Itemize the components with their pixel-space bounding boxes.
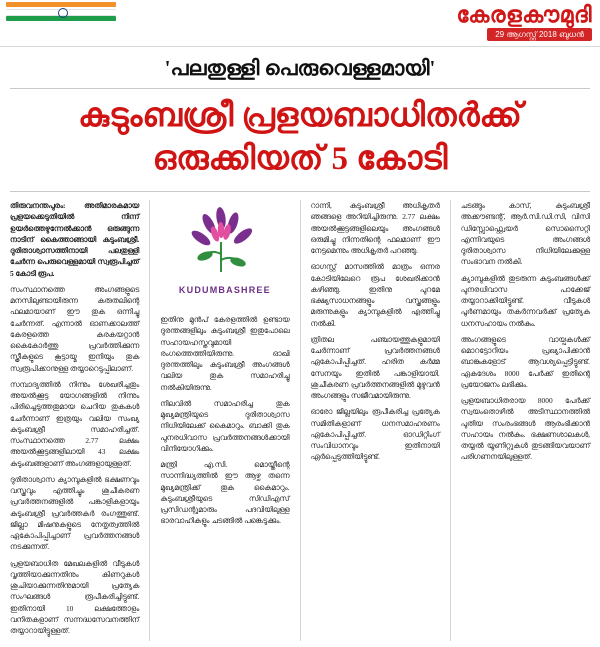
paragraph: നിലവിൽ സമാഹരിച്ച തുക മുഖ്യമന്ത്രിയുടെ ദുരിതാശ്വാസ നിധിയിലേക്ക് കൈമാറും. ബാക്കി തുക പുനരധിവാസ പ്രവർത്തനങ്ങൾക്കായി വിനിയോഗിക്കും. — [160, 398, 290, 453]
paragraph: സംസ്ഥാനത്തെ അംഗങ്ങളുടെ മനസിലുണ്ടായിരുന്ന കരുതലിന്റെ ഫലമായാണ് ഈ തുക ഒന്നിച്ചു ചേർന്നത്. എന്നാൽ ഓണക്കാലത്ത് കേരളത്തെ കരകയറ്റാൻ കൈകോർത്തു പ്രവർത്തിക്കുന്ന സ്ത്രീകളുടെ കൂട്ടായ്മ ഇനിയും തുക സ്വരൂപിക്കാനുള്ള തയ്യാറെടുപ്പിലാണ്. — [10, 284, 140, 373]
paragraph: മന്ത്രി എ.സി. മൊയ്തീന്റെ സാന്നിദ്ധ്യത്തിൽ ഈ ആഴ്ച തന്നെ മുഖ്യമന്ത്രിക്ക് തുക കൈമാറും. കുടുംബശ്രീയുടെ സിഡിഎസ് പ്രസിഡന്റുമാരും പദവിയിലുള്ള ഭാരവാഹികളും ചടങ്ങിൽ പങ്കെടുക്കും. — [160, 460, 290, 526]
paragraph: ഓഗസ്റ്റ് മാസത്തിൽ മാത്രം ഒന്നര കോടിയിലേറെ രൂപ ശേഖരിക്കാൻ കഴിഞ്ഞു. ഇതിനു പുറമേ ഭക്ഷ്യസാധനങ്ങളും വസ്ത്രങ്ങളും മരുന്നുകളും ക്യാമ്പുകളിൽ എത്തിച്ചു നൽകി. — [310, 262, 440, 328]
paragraph: പ്രളയബാധിതരായ 8000 പേർക്ക് സ്വയംതൊഴിൽ അടിസ്ഥാനത്തിൽ പുതിയ സംരംഭങ്ങൾ ആരംഭിക്കാൻ സഹായം നൽകും. ഭക്ഷണശാലകൾ, തയ്യൽ യൂണിറ്റുകൾ തുടങ്ങിയവയാണ് പരിഗണനയിലുള്ളത്. — [460, 396, 590, 462]
kudumbashree-logo — [160, 200, 289, 308]
main-headline — [0, 89, 600, 181]
paragraph: റാന്നി, കുടുംബശ്രീ അധികൃതർ ഞങ്ങളെ അറിയിച്ചിരുന്നു. 2.77 ലക്ഷം അയൽക്കൂട്ടങ്ങളിലെയും അംഗങ്ങൾ ഒരുമിച്ചു നിന്നതിന്റെ ഫലമാണ് ഈ നേട്ടമെന്നും അധികൃതർ പറഞ്ഞു. — [310, 201, 440, 256]
column-2 — [160, 200, 289, 641]
column-3 — [311, 200, 440, 641]
kudumbashree-flower-logo — [177, 204, 273, 284]
headline-line-2: ഒരുക്കിയത് 5 കോടി — [152, 141, 448, 178]
paragraph: സമ്പാദ്യത്തിൽ നിന്നും ശേഖരിച്ചതും അയൽക്കൂട്ട യോഗങ്ങളിൽ നിന്നും പിരിച്ചെടുത്തതുമായ ചെറിയ തുകകൾ ചേർന്നാണ് ഇത്രയും വലിയ സംഖ്യ കുടുംബശ്രീ സമാഹരിച്ചത്. സംസ്ഥാനത്തെ 2.77 ലക്ഷം അയൽക്കൂട്ടങ്ങളിലായി 43 ലക്ഷം കുടുംബങ്ങളാണ് അംഗങ്ങളായുള്ളത്. — [10, 379, 140, 468]
paragraph: ക്യാമ്പുകളിൽ തുടരുന്ന കുടുംബങ്ങൾക്ക് പുനരധിവാസ പാക്കേജ് തയ്യാറാക്കിയിട്ടുണ്ട്. വീടുകൾ പൂർണമായും തകർന്നവർക്ക് പ്രത്യേക ധനസഹായം നൽകും. — [460, 273, 590, 328]
paragraph: ഇതിനു മുൻപ് കേരളത്തിൽ ഉണ്ടായ ദുരന്തങ്ങളിലും കുടുംബശ്രീ ഇതുപോലെ സഹായഹസ്തവുമായി രംഗത്തെത്തിയിരുന്നു. ഓഖി ദുരന്തത്തിലും കുടുംബശ്രീ അംഗങ്ങൾ വലിയ തുക സമാഹരിച്ചു നൽകിയിരുന്നു. — [160, 315, 290, 392]
column-4 — [461, 200, 590, 641]
indian-flag-icon — [6, 2, 116, 24]
headline-line-1: കുടുംബശ്രീ പ്രളയബാധിതർക്ക് — [78, 98, 522, 135]
paragraph: ത്രിതല പഞ്ചായത്തുകളുമായി ചേർന്നാണ് പ്രവർത്തനങ്ങൾ ഏകോപിപ്പിച്ചത്. ഹരിത കർമ്മ സേനയും ഇതിൽ പങ്കാളിയായി. ശുചീകരണ പ്രവർത്തനങ്ങളിൽ മുഴുവൻ അംഗങ്ങളും സജീവമായിരുന്നു. — [310, 334, 440, 401]
date-badge: 29 ആഗസ്റ്റ് 2018 ബുധൻ — [487, 28, 592, 41]
paragraph: തിരുവനന്തപുരം: അതിമാരകമായ പ്രളയക്കെടുതിയിൽ നിന്ന് ഉയർത്തെഴുന്നേൽക്കാൻ ഒരുങ്ങുന്ന നാടിന് കൈത്താങ്ങായി കുടുംബശ്രീ. ദുരിതാശ്വാസത്തിനായി പലതുള്ളി ചേർന്ന പെരുവെള്ളമായി സ്വരൂപിച്ചത് 5 കോടി രൂപ. — [10, 201, 140, 278]
column-1 — [10, 200, 139, 641]
column-divider — [149, 200, 150, 641]
paragraph: പ്രളയബാധിത മേഖലകളിൽ വീടുകൾ വൃത്തിയാക്കുന്നതിനും കിണറുകൾ ശുചിയാക്കുന്നതിനുമായി പ്രത്യേക സംഘങ്ങൾ രൂപീകരിച്ചിട്ടുണ്ട്. ഇതിനായി 10 ലക്ഷത്തോളം വനിതകളാണ് സന്നദ്ധസേവനത്തിന് തയ്യാറായിട്ടുള്ളത്. — [10, 558, 140, 636]
paragraph: ഓരോ ജില്ലയിലും രൂപീകരിച്ച പ്രത്യേക സമിതികളാണ് ധനസമാഹരണം ഏകോപിപ്പിച്ചത്. ഓഡിറ്റിംഗ് സംവിധാനവും ഇതിനായി ഏർപ്പെടുത്തിയിട്ടുണ്ട്. — [310, 407, 440, 462]
article-body — [0, 192, 600, 647]
column-divider — [450, 200, 451, 641]
masthead — [0, 0, 600, 47]
paper-title: കേരളകൗമുദി — [456, 2, 592, 27]
paragraph: അംഗങ്ങളുടെ വായ്പകൾക്ക് മൊറട്ടോറിയം പ്രഖ്യാപിക്കാൻ ബാങ്കുകളോട് ആവശ്യപ്പെട്ടിട്ടുണ്ട്. ഏകദേശം 8000 പേർക്ക് ഇതിന്റെ പ്രയോജനം ലഭിക്കും. — [460, 334, 590, 389]
paragraph: ദുരിതാശ്വാസ ക്യാമ്പുകളിൽ ഭക്ഷണവും വസ്ത്രവും എത്തിച്ചും ശുചീകരണ പ്രവർത്തനങ്ങളിൽ പങ്കാളികളായും കുടുംബശ്രീ പ്രവർത്തകർ രംഗത്തുണ്ട്. ജില്ലാ മിഷനുകളുടെ നേതൃത്വത്തിൽ ഏകോപിപ്പിച്ചാണ് പ്രവർത്തനങ്ങൾ നടക്കുന്നത്. — [10, 474, 140, 552]
kudumbashree-wordmark: KUDUMBASHREE — [178, 285, 271, 296]
column-divider — [300, 200, 301, 641]
paragraph: ചടങ്ങും കാസ്, കുടുംബശ്രീ അക്കൗണ്ടന്റ്, ആർ.സി.ഡി.സി, വിസി ഡിസ്സോഫ്റ്റ്വെയർ സൊസൈറ്റി എന്നിവയുടെ അംഗങ്ങൾ ദുരിതാശ്വാസ നിധിയിലേക്കുള്ള സംഭാവന നൽകി. — [460, 201, 590, 267]
kicker-headline: 'പലതുള്ളി പെരുവെള്ളമായി' — [164, 56, 436, 80]
